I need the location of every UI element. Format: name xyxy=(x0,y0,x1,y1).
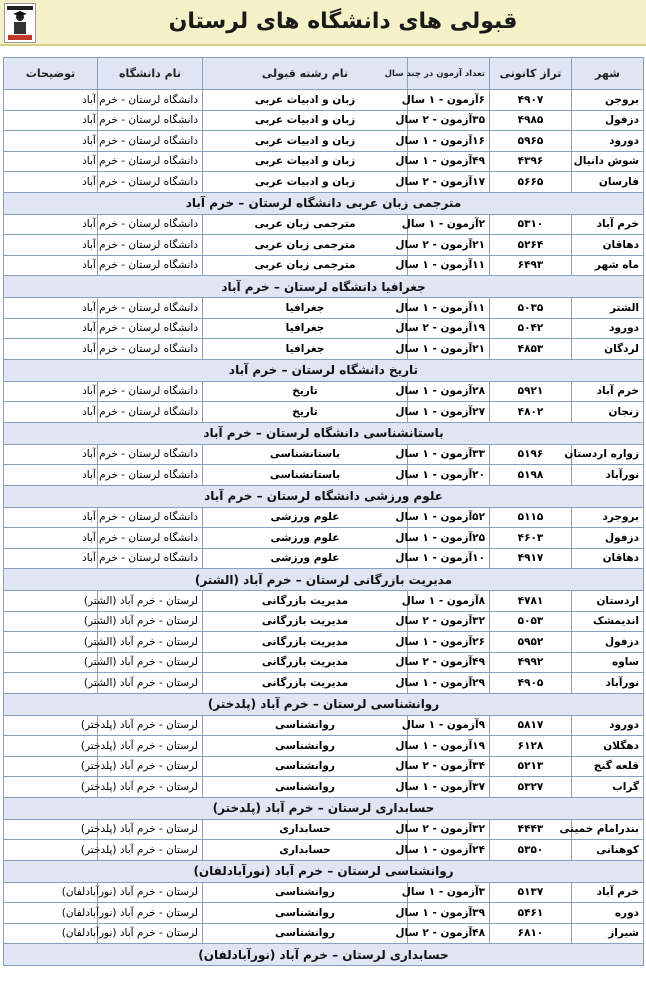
major-cell: روانشناسی xyxy=(203,777,408,798)
table-row xyxy=(4,903,644,924)
score-cell: ۴۸۵۳ xyxy=(490,339,572,360)
table-row xyxy=(4,923,644,944)
score-cell: ۵۱۱۵ xyxy=(490,507,572,528)
column-header-university: نام دانشگاه xyxy=(98,58,203,90)
university-cell: دانشگاه لرستان - خرم آباد xyxy=(98,465,203,486)
major-cell: مدیریت بازرگانی xyxy=(203,632,408,653)
table-row xyxy=(4,528,644,549)
city-cell: زنجان xyxy=(572,402,644,423)
major-cell: باستانشناسی xyxy=(203,444,408,465)
city-cell: الشتر xyxy=(572,298,644,319)
table-row xyxy=(4,591,644,612)
table-row xyxy=(4,172,644,193)
page-header xyxy=(0,0,646,46)
admissions-table xyxy=(3,57,644,966)
university-cell: دانشگاه لرستان - خرم آباد xyxy=(98,381,203,402)
table-row xyxy=(4,339,644,360)
city-cell: دهگلان xyxy=(572,736,644,757)
exam-count-cell: ۲۰آزمون - ۱ سال xyxy=(408,465,490,486)
score-cell: ۴۸۰۲ xyxy=(490,402,572,423)
exam-count-cell: ۱۰آزمون - ۱ سال xyxy=(408,548,490,569)
city-cell: شوش دانیال xyxy=(572,151,644,172)
table-row xyxy=(4,402,644,423)
exam-count-cell: ۲۶آزمون - ۱ سال xyxy=(408,632,490,653)
city-cell: بروجن xyxy=(572,90,644,111)
university-cell: لرستان - خرم آباد (نورآبادلفان) xyxy=(98,882,203,903)
score-cell: ۵۶۶۵ xyxy=(490,172,572,193)
exam-count-cell: ۱۱آزمون - ۱ سال xyxy=(408,255,490,276)
major-cell: مترجمی زبان عربی xyxy=(203,214,408,235)
score-cell: ۴۹۹۲ xyxy=(490,652,572,673)
score-cell: ۶۸۱۰ xyxy=(490,923,572,944)
section-header-row xyxy=(4,422,644,444)
exam-count-cell: ۳۵آزمون - ۲ سال xyxy=(408,110,490,131)
table-row xyxy=(4,840,644,861)
major-cell: روانشناسی xyxy=(203,736,408,757)
section-title: حسابداری لرستان – خرم آباد (پلدختر) xyxy=(4,797,644,819)
exam-count-cell: ۱۱آزمون - ۱ سال xyxy=(408,298,490,319)
city-cell: ماه شهر xyxy=(572,255,644,276)
section-header-row xyxy=(4,276,644,298)
major-cell: روانشناسی xyxy=(203,903,408,924)
university-cell: دانشگاه لرستان - خرم آباد xyxy=(98,110,203,131)
table-row xyxy=(4,110,644,131)
city-cell: دورود xyxy=(572,715,644,736)
university-cell: لرستان - خرم آباد (الشتر) xyxy=(98,611,203,632)
city-cell: خرم آباد xyxy=(572,381,644,402)
university-cell: لرستان - خرم آباد (پلدختر) xyxy=(98,777,203,798)
table-row xyxy=(4,235,644,256)
university-cell: لرستان - خرم آباد (الشتر) xyxy=(98,591,203,612)
page-title: قبولی های دانشگاه های لرستان xyxy=(168,9,518,34)
university-cell: لرستان - خرم آباد (پلدختر) xyxy=(98,756,203,777)
major-cell: مترجمی زبان عربی xyxy=(203,235,408,256)
score-cell: ۴۹۰۷ xyxy=(490,90,572,111)
score-cell: ۴۹۸۵ xyxy=(490,110,572,131)
table-row xyxy=(4,131,644,152)
city-cell: بندرامام خمینی xyxy=(572,819,644,840)
university-cell: لرستان - خرم آباد (الشتر) xyxy=(98,652,203,673)
table-row xyxy=(4,381,644,402)
table-row xyxy=(4,736,644,757)
exam-count-cell: ۱۹آزمون - ۱ سال xyxy=(408,736,490,757)
exam-count-cell: ۳۲آزمون - ۲ سال xyxy=(408,611,490,632)
score-cell: ۵۴۶۱ xyxy=(490,903,572,924)
column-header-major: نام رشته قبولی xyxy=(203,58,408,90)
exam-count-cell: ۶آزمون - ۱ سال xyxy=(408,90,490,111)
major-cell: روانشناسی xyxy=(203,756,408,777)
section-title: تاریخ دانشگاه لرستان – خرم آباد xyxy=(4,359,644,381)
major-cell: علوم ورزشی xyxy=(203,548,408,569)
exam-count-cell: ۳آزمون - ۱ سال xyxy=(408,882,490,903)
university-cell: دانشگاه لرستان - خرم آباد xyxy=(98,255,203,276)
major-cell: جغرافیا xyxy=(203,318,408,339)
graduate-logo-icon xyxy=(4,3,36,43)
exam-count-cell: ۴۹آزمون - ۱ سال xyxy=(408,151,490,172)
exam-count-cell: ۵۲آزمون - ۱ سال xyxy=(408,507,490,528)
major-cell: جغرافیا xyxy=(203,339,408,360)
score-cell: ۵۹۵۲ xyxy=(490,632,572,653)
table-row xyxy=(4,715,644,736)
table-row xyxy=(4,507,644,528)
city-cell: نورآباد xyxy=(572,465,644,486)
section-header-row xyxy=(4,860,644,882)
city-cell: ساوه xyxy=(572,652,644,673)
exam-count-cell: ۲۴آزمون - ۱ سال xyxy=(408,840,490,861)
city-cell: نورآباد xyxy=(572,673,644,694)
university-cell: لرستان - خرم آباد (نورآبادلفان) xyxy=(98,903,203,924)
table-row xyxy=(4,298,644,319)
city-cell: دهاقان xyxy=(572,548,644,569)
university-cell: دانشگاه لرستان - خرم آباد xyxy=(98,339,203,360)
score-cell: ۵۹۶۵ xyxy=(490,131,572,152)
exam-count-cell: ۴۹آزمون - ۲ سال xyxy=(408,652,490,673)
exam-count-cell: ۳۷آزمون - ۱ سال xyxy=(408,777,490,798)
major-cell: جغرافیا xyxy=(203,298,408,319)
city-cell: بروجرد xyxy=(572,507,644,528)
major-cell: حسابداری xyxy=(203,819,408,840)
score-cell: ۴۶۰۳ xyxy=(490,528,572,549)
university-cell: لرستان - خرم آباد (پلدختر) xyxy=(98,736,203,757)
score-cell: ۴۹۱۷ xyxy=(490,548,572,569)
section-title: روانشناسی لرستان – خرم آباد (نورآبادلفان) xyxy=(4,860,644,882)
exam-count-cell: ۲۹آزمون - ۱ سال xyxy=(408,673,490,694)
city-cell: زواره اردستان xyxy=(572,444,644,465)
score-cell: ۵۳۱۰ xyxy=(490,214,572,235)
major-cell: روانشناسی xyxy=(203,882,408,903)
university-cell: دانشگاه لرستان - خرم آباد xyxy=(98,131,203,152)
section-title: مدیریت بازرگانی لرستان – خرم آباد (الشتر) xyxy=(4,569,644,591)
major-cell: مدیریت بازرگانی xyxy=(203,652,408,673)
major-cell: مدیریت بازرگانی xyxy=(203,591,408,612)
major-cell: زبان و ادبیات عربی xyxy=(203,131,408,152)
city-cell: دورود xyxy=(572,318,644,339)
exam-count-cell: ۱۷آزمون - ۲ سال xyxy=(408,172,490,193)
score-cell: ۴۹۰۵ xyxy=(490,673,572,694)
section-header-row xyxy=(4,797,644,819)
section-header-row xyxy=(4,944,644,966)
score-cell: ۴۷۸۱ xyxy=(490,591,572,612)
table-body xyxy=(4,90,644,966)
exam-count-cell: ۱۶آزمون - ۱ سال xyxy=(408,131,490,152)
major-cell: زبان و ادبیات عربی xyxy=(203,110,408,131)
major-cell: زبان و ادبیات عربی xyxy=(203,151,408,172)
city-cell: دزفول xyxy=(572,632,644,653)
table-row xyxy=(4,214,644,235)
table-row xyxy=(4,548,644,569)
table-row xyxy=(4,673,644,694)
city-cell: دهاقان xyxy=(572,235,644,256)
section-title: باستانشناسی دانشگاه لرستان – خرم آباد xyxy=(4,422,644,444)
score-cell: ۵۱۳۷ xyxy=(490,882,572,903)
university-cell: دانشگاه لرستان - خرم آباد xyxy=(98,444,203,465)
exam-count-cell: ۳۳آزمون - ۱ سال xyxy=(408,444,490,465)
university-cell: دانشگاه لرستان - خرم آباد xyxy=(98,214,203,235)
score-cell: ۵۰۳۵ xyxy=(490,298,572,319)
table-row xyxy=(4,444,644,465)
city-cell: اردستان xyxy=(572,591,644,612)
score-cell: ۵۸۱۷ xyxy=(490,715,572,736)
score-cell: ۶۱۲۸ xyxy=(490,736,572,757)
major-cell: مدیریت بازرگانی xyxy=(203,673,408,694)
major-cell: روانشناسی xyxy=(203,923,408,944)
exam-count-cell: ۲۷آزمون - ۱ سال xyxy=(408,402,490,423)
exam-count-cell: ۳۴آزمون - ۲ سال xyxy=(408,756,490,777)
major-cell: باستانشناسی xyxy=(203,465,408,486)
city-cell: لردگان xyxy=(572,339,644,360)
score-cell: ۵۱۹۸ xyxy=(490,465,572,486)
section-header-row xyxy=(4,192,644,214)
university-cell: لرستان - خرم آباد (الشتر) xyxy=(98,673,203,694)
university-cell: دانشگاه لرستان - خرم آباد xyxy=(98,402,203,423)
score-cell: ۵۳۲۷ xyxy=(490,777,572,798)
score-cell: ۵۹۲۱ xyxy=(490,381,572,402)
university-cell: دانشگاه لرستان - خرم آباد xyxy=(98,507,203,528)
exam-count-cell: ۱۹آزمون - ۲ سال xyxy=(408,318,490,339)
score-cell: ۵۰۵۳ xyxy=(490,611,572,632)
exam-count-cell: ۲۵آزمون - ۱ سال xyxy=(408,528,490,549)
city-cell: شیراز xyxy=(572,923,644,944)
university-cell: دانشگاه لرستان - خرم آباد xyxy=(98,235,203,256)
university-cell: لرستان - خرم آباد (نورآبادلفان) xyxy=(98,923,203,944)
major-cell: تاریخ xyxy=(203,381,408,402)
university-cell: دانشگاه لرستان - خرم آباد xyxy=(98,172,203,193)
university-cell: دانشگاه لرستان - خرم آباد xyxy=(98,318,203,339)
column-header-notes: توضیحات xyxy=(4,58,98,90)
table-row xyxy=(4,882,644,903)
table-row xyxy=(4,756,644,777)
section-title: روانشناسی لرستان – خرم آباد (پلدختر) xyxy=(4,693,644,715)
city-cell: دوره xyxy=(572,903,644,924)
section-title: جغرافیا دانشگاه لرستان – خرم آباد xyxy=(4,276,644,298)
exam-count-cell: ۲۱آزمون - ۱ سال xyxy=(408,339,490,360)
university-cell: لرستان - خرم آباد (پلدختر) xyxy=(98,715,203,736)
table-row xyxy=(4,318,644,339)
score-cell: ۵۳۵۰ xyxy=(490,840,572,861)
university-cell: دانشگاه لرستان - خرم آباد xyxy=(98,151,203,172)
column-header-city: شهر xyxy=(572,58,644,90)
major-cell: زبان و ادبیات عربی xyxy=(203,172,408,193)
city-cell: قلعه گنج xyxy=(572,756,644,777)
city-cell: کوهنانی xyxy=(572,840,644,861)
city-cell: دزفول xyxy=(572,528,644,549)
university-cell: لرستان - خرم آباد (پلدختر) xyxy=(98,840,203,861)
table-row xyxy=(4,90,644,111)
score-cell: ۴۳۹۶ xyxy=(490,151,572,172)
major-cell: علوم ورزشی xyxy=(203,528,408,549)
section-title: مترجمی زبان عربی دانشگاه لرستان – خرم آباد xyxy=(4,192,644,214)
major-cell: زبان و ادبیات عربی xyxy=(203,90,408,111)
table-row xyxy=(4,652,644,673)
major-cell: تاریخ xyxy=(203,402,408,423)
table-header-row xyxy=(4,58,644,90)
city-cell: گراب xyxy=(572,777,644,798)
exam-count-cell: ۳۲آزمون - ۲ سال xyxy=(408,819,490,840)
table-row xyxy=(4,819,644,840)
major-cell: روانشناسی xyxy=(203,715,408,736)
city-cell: دزفول xyxy=(572,110,644,131)
major-cell: علوم ورزشی xyxy=(203,507,408,528)
exam-count-cell: ۸آزمون - ۱ سال xyxy=(408,591,490,612)
section-header-row xyxy=(4,359,644,381)
exam-count-cell: ۴۸آزمون - ۲ سال xyxy=(408,923,490,944)
major-cell: حسابداری xyxy=(203,840,408,861)
table-row xyxy=(4,151,644,172)
university-cell: دانشگاه لرستان - خرم آباد xyxy=(98,90,203,111)
section-title: حسابداری لرستان – خرم آباد (نورآبادلفان) xyxy=(4,944,644,966)
column-header-score: تراز کانونی xyxy=(490,58,572,90)
section-title: علوم ورزشی دانشگاه لرستان – خرم آباد xyxy=(4,485,644,507)
score-cell: ۴۴۴۳ xyxy=(490,819,572,840)
university-cell: لرستان - خرم آباد (پلدختر) xyxy=(98,819,203,840)
university-cell: دانشگاه لرستان - خرم آباد xyxy=(98,548,203,569)
major-cell: مدیریت بازرگانی xyxy=(203,611,408,632)
city-cell: خرم آباد xyxy=(572,882,644,903)
university-cell: دانشگاه لرستان - خرم آباد xyxy=(98,528,203,549)
exam-count-cell: ۲۸آزمون - ۱ سال xyxy=(408,381,490,402)
score-cell: ۶۴۹۳ xyxy=(490,255,572,276)
exam-count-cell: ۲آزمون - ۱ سال xyxy=(408,214,490,235)
university-cell: لرستان - خرم آباد (الشتر) xyxy=(98,632,203,653)
exam-count-cell: ۲۱آزمون - ۲ سال xyxy=(408,235,490,256)
exam-count-cell: ۹آزمون - ۱ سال xyxy=(408,715,490,736)
score-cell: ۵۱۹۶ xyxy=(490,444,572,465)
table-row xyxy=(4,632,644,653)
university-cell: دانشگاه لرستان - خرم آباد xyxy=(98,298,203,319)
city-cell: اندیمشک xyxy=(572,611,644,632)
section-header-row xyxy=(4,485,644,507)
section-header-row xyxy=(4,693,644,715)
city-cell: خرم آباد xyxy=(572,214,644,235)
table-row xyxy=(4,611,644,632)
city-cell: دورود xyxy=(572,131,644,152)
table-row xyxy=(4,255,644,276)
section-header-row xyxy=(4,569,644,591)
column-header-count: تعداد آزمون در چند سال xyxy=(408,58,490,90)
score-cell: ۵۰۴۲ xyxy=(490,318,572,339)
score-cell: ۵۲۶۴ xyxy=(490,235,572,256)
table-row xyxy=(4,465,644,486)
exam-count-cell: ۳۹آزمون - ۱ سال xyxy=(408,903,490,924)
city-cell: فارسان xyxy=(572,172,644,193)
table-row xyxy=(4,777,644,798)
score-cell: ۵۲۱۳ xyxy=(490,756,572,777)
major-cell: مترجمی زبان عربی xyxy=(203,255,408,276)
